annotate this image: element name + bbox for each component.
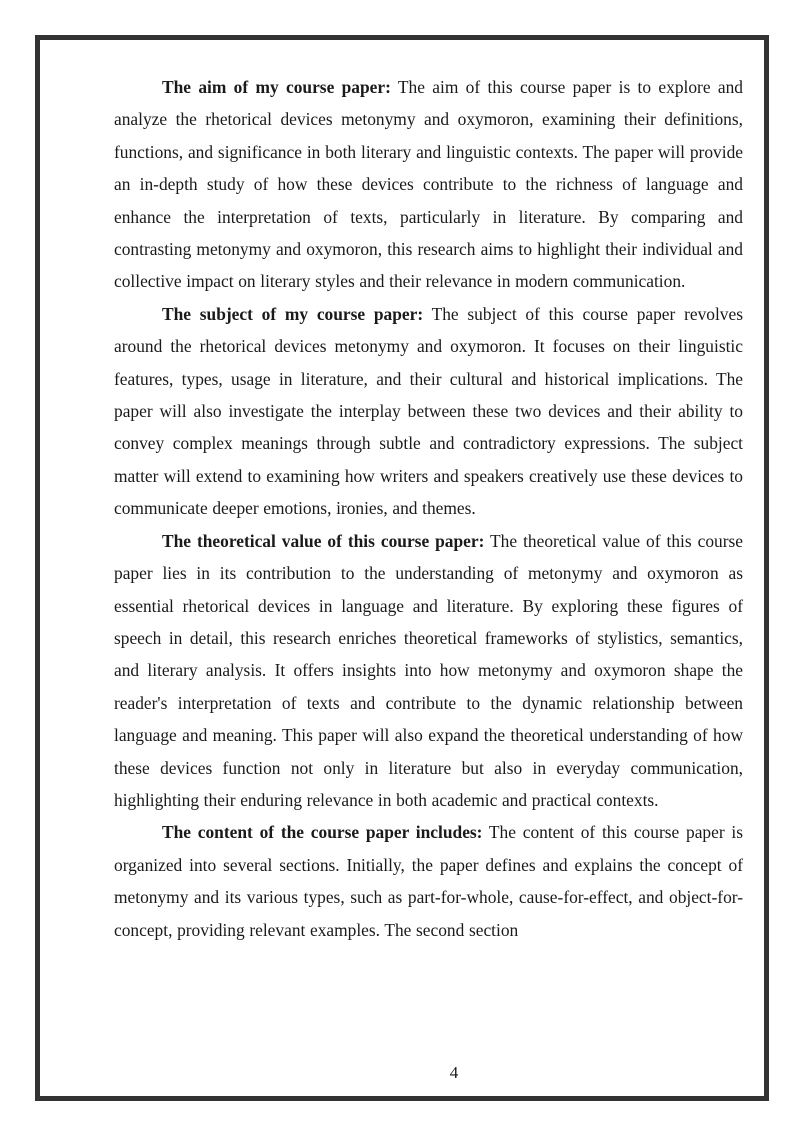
paragraph-label: The aim of my course paper: xyxy=(162,77,391,97)
page-number: 4 xyxy=(449,1063,459,1082)
paragraph-aim xyxy=(114,71,743,298)
paragraph-label: The content of the course paper includes: xyxy=(162,822,483,843)
paragraph-label: The subject of my course paper: xyxy=(162,303,424,324)
paragraph-text: The subject of this course paper revolves around the rhetorical devices metonymy and oxymoron. It focuses on their linguistic features, types, usage in literature, and their cultural and historical implications. The paper will also investigate the interplay between these two devices and their ability to convey complex meanings through subtle and contradictory expressions. The subject matter will extend to examining how writers and speakers creatively use these devices to communicate deeper emotions, ironies, and themes. xyxy=(114,303,743,519)
paragraph-text: The content of this course paper is organized into several sections. Initially, the paper defines and explains the concept of metonymy and its various types, such as part-for-whole, cause-for-effect, and object-for-concept, providing relevant examples. The second section xyxy=(114,822,743,940)
paragraph-label: The theoretical value of this course paper: xyxy=(162,530,485,551)
document-body xyxy=(114,71,743,946)
paragraph-subject xyxy=(114,298,743,525)
paragraph-theoretical-value xyxy=(114,525,743,817)
paragraph-content xyxy=(114,816,743,946)
paragraph-text: The aim of this course paper is to explore and analyze the rhetorical devices metonymy and oxymoron, examining their definitions, functions, and significance in both literary and linguistic contexts. The paper will provide an in-depth study of how these devices contribute to the richness of language and enhance the interpretation of texts, particularly in literature. By comparing and contrasting metonymy and oxymoron, this research aims to highlight their individual and collective impact on literary styles and their relevance in modern communication. xyxy=(114,77,743,292)
paragraph-text: The theoretical value of this course paper lies in its contribution to the understanding of metonymy and oxymoron as essential rhetorical devices in language and literature. By exploring these figures of speech in detail, this research enriches theoretical frameworks of stylistics, semantics, and literary analysis. It offers insights into how metonymy and oxymoron shape the reader's interpretation of texts and contribute to the dynamic relationship between language and meaning. This paper will also expand the theoretical understanding of how these devices function not only in literature but also in everyday communication, highlighting their enduring relevance in both academic and practical contexts. xyxy=(114,530,743,810)
